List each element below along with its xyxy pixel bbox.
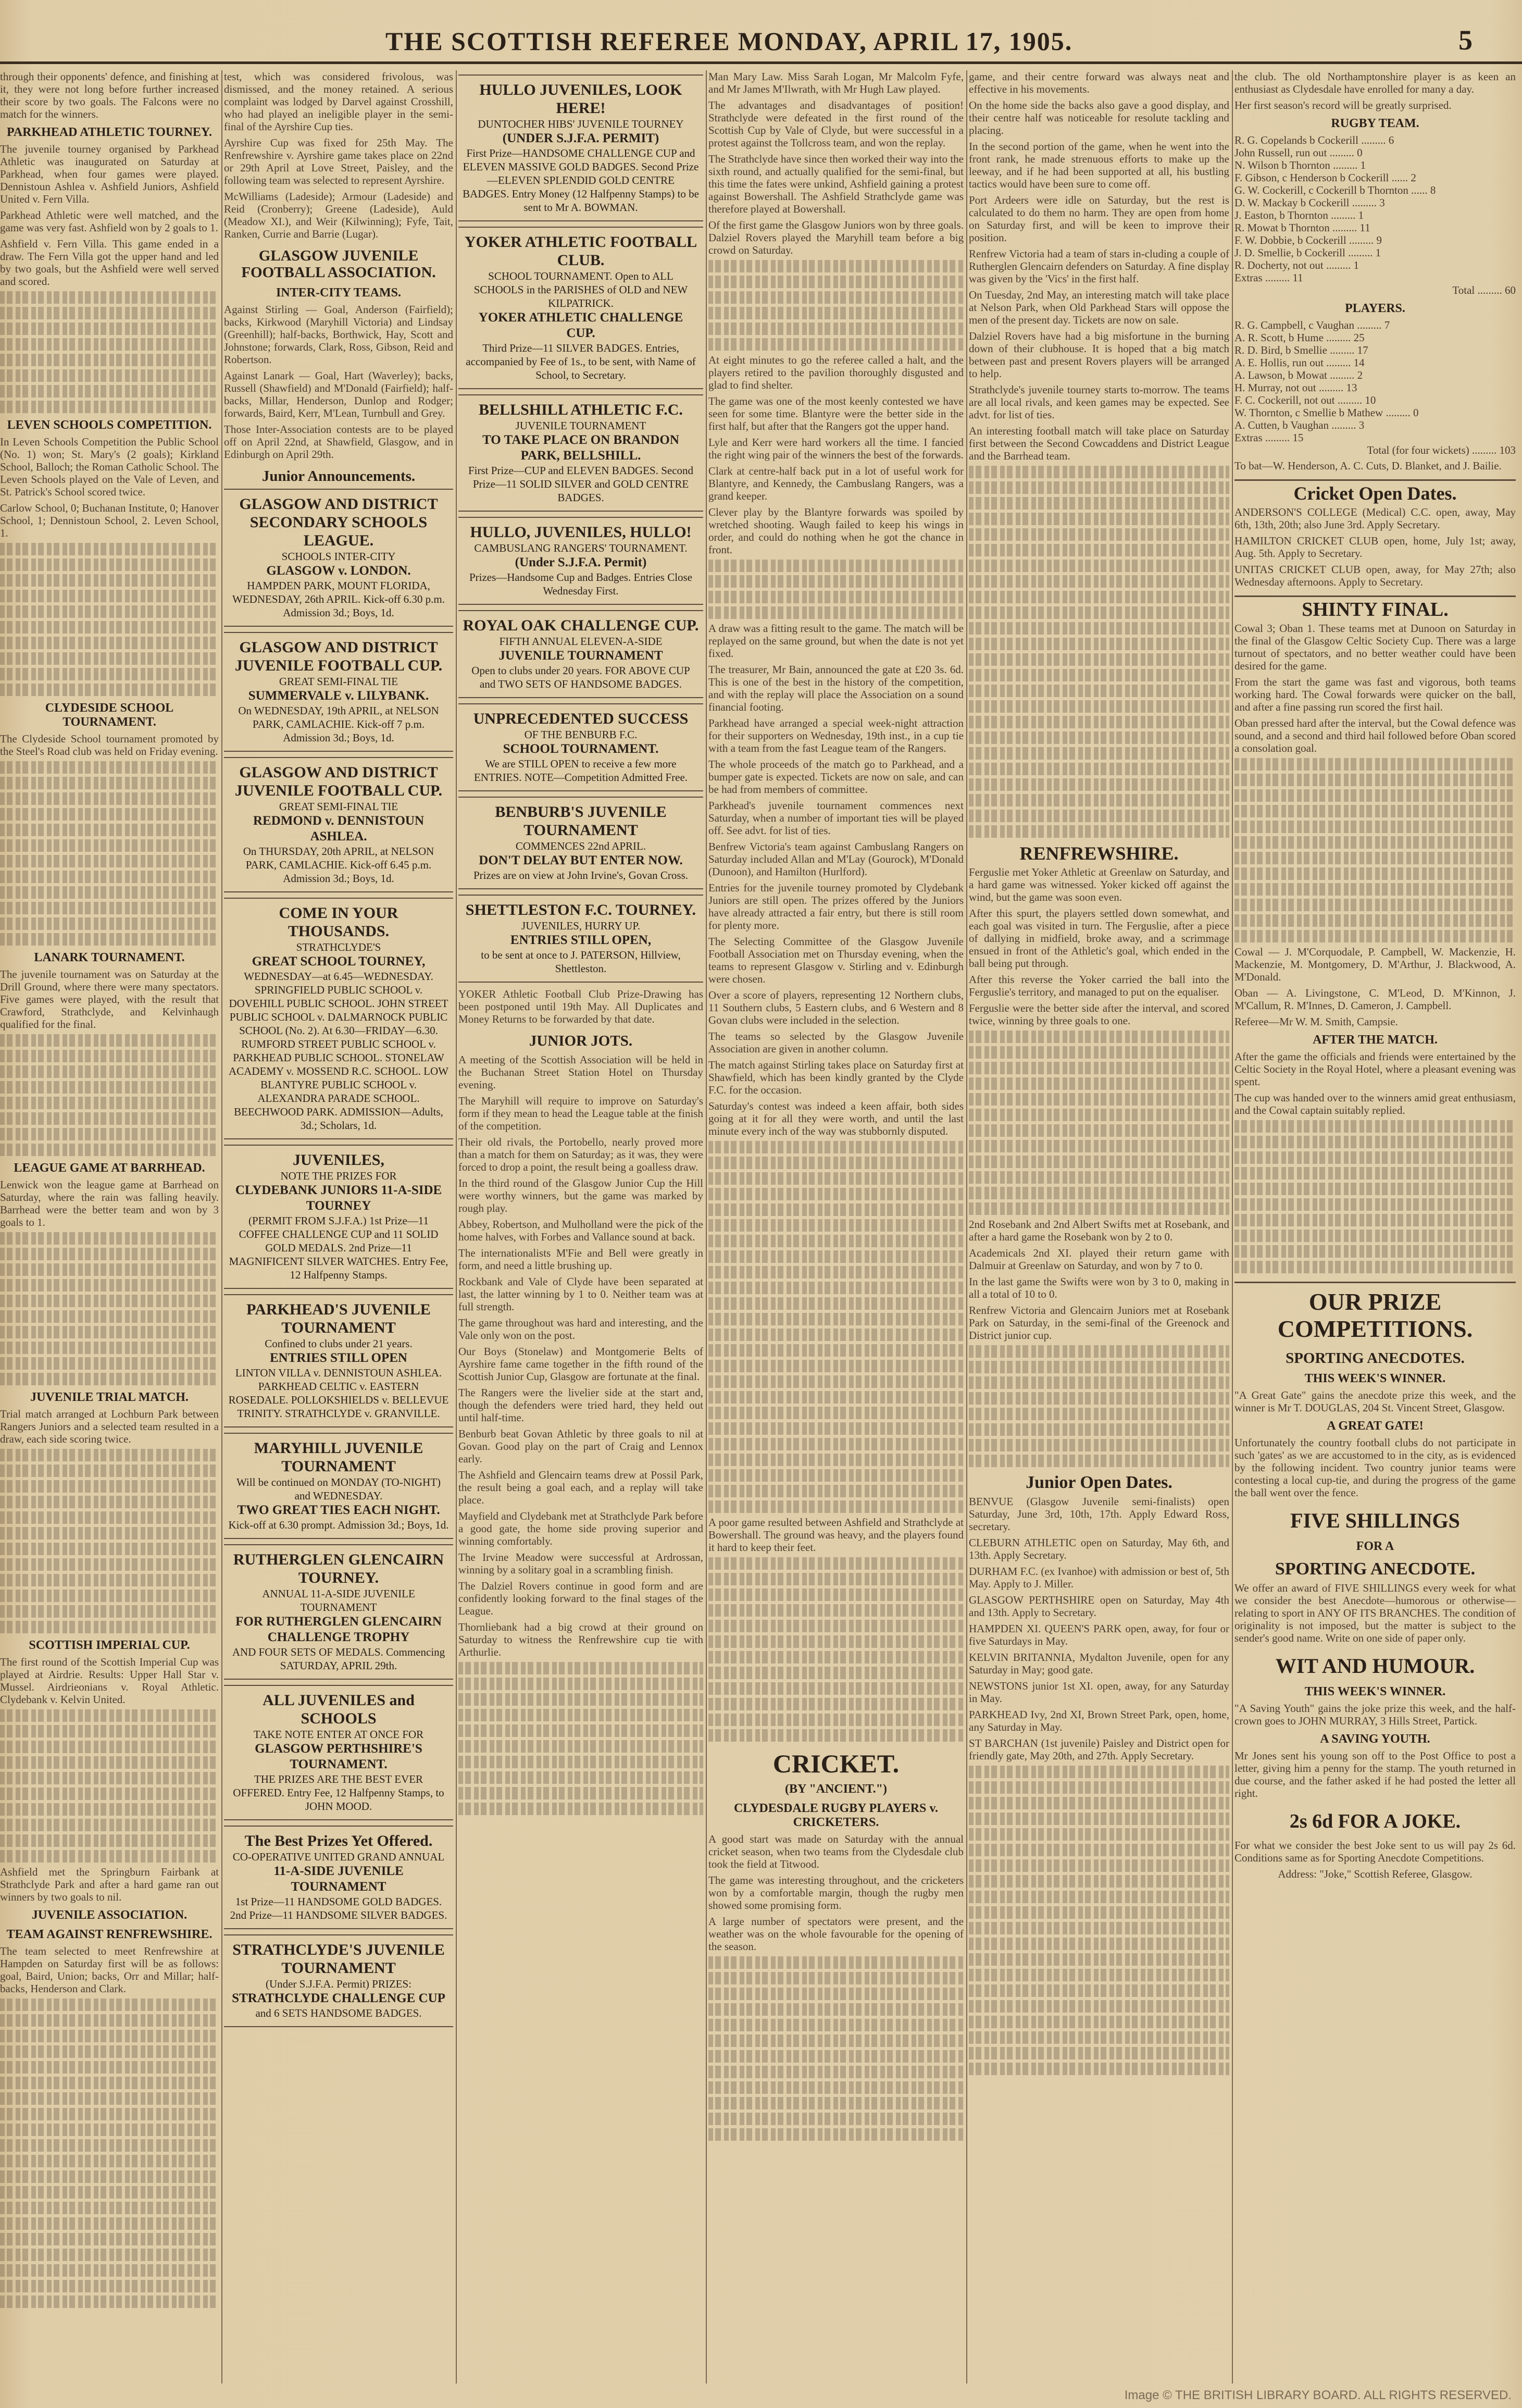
advertisement <box>224 898 453 1139</box>
advertisement <box>224 1433 453 1539</box>
section-subheading: INTER-CITY TEAMS. <box>276 286 402 300</box>
junior-announcements-heading: Junior Announcements. <box>261 468 416 485</box>
article-text: After this reverse the Yoker carried the ball into the Ferguslie's territory, and managed to put on the equaliser. <box>969 973 1229 998</box>
ad-main: ENTRIES STILL OPEN <box>270 1351 407 1365</box>
article-text: Thornliebank had a big crowd at their ground on Saturday to witness the Renfrewshire cup tie with Arthurlie. <box>458 1621 703 1658</box>
advertisement <box>458 394 703 512</box>
advertisement <box>224 1934 453 2027</box>
winner-announcement: "A Saving Youth" gains the joke prize this week, and the half-crown goes to JOHN MURRAY, 3 Hills Street, Partick. <box>1234 1702 1516 1727</box>
article-text: Of the first game the Glasgow Juniors won by three goals. Dalziel Rovers played the Maryhill team before a big crowd on Saturday. <box>708 219 964 256</box>
ad-main: REDMOND v. DENNISTOUN ASHLEA. <box>253 814 425 843</box>
article-text: The internationalists M'Fie and Bell were greatly in form, and need a little brushing up. <box>458 1247 703 1272</box>
open-date-entry: ST BARCHAN (1st juvenile) Paisley and District open for friendly gate, May 20th, and 27th. Apply Secretary. <box>969 1737 1229 1762</box>
article-heading: SCOTTISH IMPERIAL CUP. <box>29 1639 190 1652</box>
ad-main: GREAT SCHOOL TOURNEY, <box>252 954 426 969</box>
column-6 <box>1234 70 1516 2384</box>
article-heading: PARKHEAD ATHLETIC TOURNEY. <box>6 126 213 139</box>
ad-details: LINTON VILLA v. DENNISTOUN ASHLEA. PARKHEAD CELTIC v. EASTERN ROSEDALE. POLLOKSHIELDS v. BELLEVUE TRINITY. STRATHCLYDE v. GRANVILLE. <box>228 1367 449 1420</box>
article-text: Clark at centre-half back put in a lot of useful work for Blantyre, and Kennedy, the Cambuslang Rangers, was a grand keeper. <box>708 465 964 502</box>
after-match-heading: AFTER THE MATCH. <box>1313 1033 1438 1047</box>
page-number: 5 <box>1458 24 1473 56</box>
article-text: Lyle and Kerr were hard workers all the time. I fancied the right wing pair of the winners the best of the forwards. <box>708 436 964 461</box>
article-text: Ashfield v. Fern Villa. This game ended in a draw. The Fern Villa got the upper hand and led by two goals, but the Ashfield were well served and scored. <box>0 238 219 288</box>
article-text: The juvenile tournament was on Saturday at the Drill Ground, where there were many spectators. Five games were played, with the result that Crawford, Strathclyde, and Kelvinhaugh qualified for the final. <box>0 968 219 1031</box>
ad-main: SUMMERVALE v. LILYBANK. <box>248 689 429 703</box>
article-text: The advantages and disadvantages of position! Strathclyde were defeated in the first round of the Scottish Cup by Vale of Clyde, but were successful in a protest against the Tollcross team, and won the replay. <box>708 99 964 149</box>
ad-title: BELLSHILL ATHLETIC F.C. <box>479 401 683 418</box>
junior-jots-heading: JUNIOR JOTS. <box>529 1033 633 1049</box>
advertisement <box>224 1145 453 1289</box>
ad-main: (UNDER S.J.F.A. PERMIT) <box>502 131 659 145</box>
masthead <box>0 0 1522 57</box>
article-text: Mr Jones sent his young son off to the Post Office to post a letter, giving him a penny for the stamp. The youth returned in due course, and the father asked if he had posted the letter all right. <box>1234 1749 1516 1799</box>
score-row: F. W. Dobbie, b Cockerill ......... 9 <box>1234 234 1382 246</box>
ad-details: (PERMIT FROM S.J.F.A.) 1st Prize—11 COFFEE CHALLENGE CUP and 11 SOLID GOLD MEDALS. 2nd Prize—11 MAGNIFICENT SILVER WATCHES. Entry Fee, 12 Halfpenny Stamps. <box>229 1214 448 1281</box>
article-text: The team selected to meet Renfrewshire at Hampden on Saturday first will be as follows: goal, Baird, Union; backs, Orr and Millar; half-backs, Henderson and Clark. <box>0 1945 219 1995</box>
ad-details: Open to clubs under 20 years. FOR ABOVE CUP and TWO SETS OF HANDSOME BADGES. <box>471 664 690 690</box>
advertisement <box>224 1685 453 1820</box>
article-text: Renfrew Victoria had a team of stars in-cluding a couple of Rutherglen Glencairn defenders on Saturday. A fine display was given by the 'Vics' in the first half. <box>969 247 1229 285</box>
article-text: Strathclyde's juvenile tourney starts to-morrow. The teams are all local rivals, and keen games may be expected. See advt. for list of ties. <box>969 383 1229 421</box>
score-row: A. R. Scott, b Hume ......... 25 <box>1234 331 1365 344</box>
score-table-heading: RUGBY TEAM. <box>1331 117 1419 130</box>
ad-title: HULLO JUVENILES, LOOK HERE! <box>479 81 682 117</box>
article-text: After the game the officials and friends were entertained by the Celtic Society in the Royal Hotel, where a pleasant evening was spent. <box>1234 1050 1516 1088</box>
notice-text: YOKER Athletic Football Club Prize-Drawing has been postponed until 19th May. All Duplicates and Money Returns to be forwarded by that date. <box>458 988 703 1025</box>
ad-title: YOKER ATHLETIC FOOTBALL CLUB. <box>464 233 697 269</box>
article-text: Cowal — J. M'Corquodale, P. Campbell, W. Mackenzie, H. Mackenzie, M. Montgomery, D. M'Arthur, J. Blackwood, A. M'Donald. <box>1234 946 1516 983</box>
score-row: Extras ......... 15 <box>1234 431 1304 444</box>
article-text: McWilliams (Ladeside); Armour (Ladeside) and Reid (Cronberry); Greene (Ladeside), Auld (Meadow XI.), and Weir (Kilwinning); Fyfe, Tait, Ranken, Currie and Barrie (Lugar). <box>224 190 453 240</box>
ad-subtitle: GREAT SEMI-FINAL TIE <box>279 800 398 813</box>
ad-main: DON'T DELAY BUT ENTER NOW. <box>479 853 683 867</box>
ad-details: HAMPDEN PARK, MOUNT FLORIDA, WEDNESDAY, 26th APRIL. Kick-off 6.30 p.m. Admission 3d.; Boys, 1d. <box>232 579 445 619</box>
section-banner: GLASGOW JUVENILE FOOTBALL ASSOCIATION. <box>241 247 436 281</box>
ad-details: WEDNESDAY—at 6.45—WEDNESDAY. SPRINGFIELD PUBLIC SCHOOL v. DOVEHILL PUBLIC SCHOOL. JOHN STREET PUBLIC SCHOOL v. DALMARNOCK PUBLIC SCHOOL (No. 2). At 6.30—FRIDAY—6.30. RUMFORD STREET PUBLIC SCHOOL v. PARKHEAD PUBLIC SCHOOL. STONELAW ACADEMY v. MOSSEND R.C. SCHOOL. LOW BLANTYRE PUBLIC SCHOOL v. ALEXANDRA PARADE SCHOOL. BEECHWOOD PARK. ADMISSION—Adults, 3d.; Scholars, 1d. <box>229 970 448 1132</box>
open-date-entry: HAMILTON CRICKET CLUB open, home, July 1st; away, Aug. 5th. Apply to Secretary. <box>1234 535 1516 560</box>
article-text: Unfortunately the country football clubs do not participate in such 'gates' as we are accustomed to in the city, as is evidenced by the following incident. Two country junior teams were contesting a local cup-tie, and during the progress of the game the ball went over the fence. <box>1234 1436 1516 1499</box>
article-text: Ayrshire Cup was fixed for 25th May. The Renfrewshire v. Ayrshire game takes place on 22nd or 29th April at Love Street, Paisley, and the following team was selected to represent Ayrshire. <box>224 136 453 187</box>
score-row: H. Murray, not out ......... 13 <box>1234 381 1357 394</box>
column-divider <box>456 70 457 2384</box>
advertisement <box>224 489 453 627</box>
article-text: The teams so selected by the Glasgow Juvenile Association are given in another column. <box>708 1030 964 1055</box>
ad-details: We are STILL OPEN to receive a few more ENTRIES. NOTE—Competition Admitted Free. <box>473 758 688 784</box>
ad-subtitle: Will be continued on MONDAY (TO-NIGHT) and WEDNESDAY. <box>236 1476 441 1502</box>
article-text: The Clydeside School tournament promoted by the Steel's Road club was held on Friday evening. <box>0 733 219 758</box>
ad-details: Prizes—Handsome Cup and Badges. Entries Close Wednesday First. <box>469 571 693 597</box>
advertisement <box>458 75 703 221</box>
ad-title: GLASGOW AND DISTRICT JUVENILE FOOTBALL CUP. <box>234 639 443 674</box>
open-date-entry: DURHAM F.C. (ex Ivanhoe) with admission or best of, 5th May. Apply to J. Miller. <box>969 1565 1229 1590</box>
score-row: R. D. Bird, b Smellie ......... 17 <box>1234 344 1368 356</box>
article-text: The Strathclyde have since then worked their way into the sixth round, and actually qualified for the semi-final, but this time the fates were unkind, Ashfield gaining a protest against Bowershall. The Ashfield Strathclyde game was therefore played at Bowershall. <box>708 153 964 215</box>
ad-main: GLASGOW PERTHSHIRE'S TOURNAMENT. <box>255 1742 422 1771</box>
article-text: through their opponents' defence, and finishing at it, they were not long before further increased their score by two goals. The Falcons were no match for the winners. <box>0 70 219 120</box>
column-divider <box>706 70 707 2384</box>
article-text: In the last game the Swifts were won by 3 to 0, making in all a total of 10 to 0. <box>969 1275 1229 1300</box>
cricket-open-dates-heading: Cricket Open Dates. <box>1234 479 1516 502</box>
article-text: On Tuesday, 2nd May, an interesting match will take place at Nelson Park, when Old Parkhead Stars will oppose the men of the present day. Tickets are now on sale. <box>969 289 1229 326</box>
article-text: Their old rivals, the Portobello, nearly proved more than a match for them on Saturday; as it was, they were forced to drop a point, the result being a goalless draw. <box>458 1136 703 1173</box>
competition-rules: For what we consider the best Joke sent to us will pay 2s 6d. Conditions same as for Sporting Anecdote Competitions. <box>1234 1839 1516 1864</box>
ad-details: THE PRIZES ARE THE BEST EVER OFFERED. Entry Fee, 12 Halfpenny Stamps, to JOHN MOOD. <box>233 1773 444 1813</box>
score-row: Total ......... 60 <box>1452 284 1516 296</box>
ad-main: JUVENILE TOURNAMENT <box>498 649 663 663</box>
score-row: Total (for four wickets) ......... 103 <box>1367 444 1516 456</box>
article-text: Our Boys (Stonelaw) and Montgomerie Belts of Ayrshire fame came together in the fifth round of the Scottish Junior Cup, Glasgow are fortunate at the final. <box>458 1345 703 1383</box>
article-heading: CLYDESIDE SCHOOL TOURNAMENT. <box>45 701 174 729</box>
article-heading: TEAM AGAINST RENFREWSHIRE. <box>6 1928 213 1941</box>
score-row: A. E. Hollis, run out ......... 14 <box>1234 356 1365 369</box>
column-divider <box>1232 70 1233 2384</box>
column-2 <box>224 70 453 2384</box>
ad-main: 11-A-SIDE JUVENILE TOURNAMENT <box>273 1864 404 1894</box>
ad-title: MARYHILL JUVENILE TOURNAMENT <box>254 1439 423 1475</box>
article-text: The game was one of the most keenly contested we have seen for some time. Blantyre were the better side in the first half, but after that the Rangers got the upper hand. <box>708 395 964 432</box>
score-row: F. Gibson, c Henderson b Cockerill ...... 2 <box>1234 171 1416 184</box>
ad-subtitle: TAKE NOTE ENTER AT ONCE FOR <box>253 1728 424 1741</box>
ad-subtitle: OF THE BENBURB F.C. <box>524 728 638 741</box>
article-text: Those Inter-Association contests are to be played off on April 22nd, at Shawfield, Glasgow, and in Edinburgh on April 29th. <box>224 423 453 461</box>
article-text: Abbey, Robertson, and Mulholland were the pick of the home halves, with Forbes and Vallance sound at back. <box>458 1218 703 1243</box>
article-text: A meeting of the Scottish Association will be held in the Buchanan Street Station Hotel on Thursday evening. <box>458 1053 703 1091</box>
this-weeks-winner-heading: THIS WEEK'S WINNER. <box>1304 1372 1446 1385</box>
competition-rules: We offer an award of FIVE SHILLINGS every week for what we consider the best Anecdote—humorous or otherwise—relating to sport in ANY OF ITS BRANCHES. The condition of originality is not imposed, but the matter is subject to the sender's good name. Write on one side of paper only. <box>1234 1582 1516 1644</box>
advertisement <box>458 610 703 698</box>
advertisement <box>224 632 453 752</box>
score-row: A. Lawson, b Mowat ......... 2 <box>1234 369 1363 381</box>
article-text: Rockbank and Vale of Clyde have been separated at last, the latter winning by 1 to 0. Neither team was at full strength. <box>458 1275 703 1313</box>
open-date-entry: UNITAS CRICKET CLUB open, away, for May 27th; also Wednesday afternoons. Apply to Secretary. <box>1234 563 1516 588</box>
article-text: Ashfield met the Springburn Fairbank at Strathclyde Park and after a hard game ran out winners by two goals to nil. <box>0 1866 219 1903</box>
open-date-entry: CLEBURN ATHLETIC open on Saturday, May 6th, and 13th. Apply Secretary. <box>969 1536 1229 1561</box>
open-date-entry: KELVIN BRITANNIA, Mydalton Juvenile, open for any Saturday in May; good gate. <box>969 1651 1229 1676</box>
article-text: A poor game resulted between Ashfield and Strathclyde at Bowershall. The ground was heavy, and the players found it hard to keep their feet. <box>708 1516 964 1554</box>
article-text: At eight minutes to go the referee called a halt, and the players retired to the pavilion thoroughly disgusted and glad to find shelter. <box>708 354 964 391</box>
ad-title: The Best Prizes Yet Offered. <box>244 1832 433 1850</box>
ad-details: On WEDNESDAY, 19th APRIL, at NELSON PARK, CAMLACHIE. Kick-off 7 p.m. Admission 3d.; Boys, 1d. <box>238 704 439 744</box>
top-rule <box>0 61 1522 64</box>
open-date-entry: ANDERSON'S COLLEGE (Medical) C.C. open, away, May 6th, 13th, 20th; also June 3rd. Apply Secretary. <box>1234 506 1516 531</box>
ad-details: and 6 SETS HANDSOME BADGES. <box>255 2007 422 2019</box>
anecdote-title: A GREAT GATE! <box>1327 1419 1424 1433</box>
ad-details: First Prize—HANDSOME CHALLENGE CUP and ELEVEN MASSIVE GOLD BADGES. Second Prize—ELEVEN SPLENDID GOLD CENTRE BADGES. Entry Money (12 Halfpenny Stamps) to be sent to Mr A. BOWMAN. <box>463 147 699 214</box>
score-row: John Russell, run out ......... 0 <box>1234 146 1363 159</box>
ad-main: YOKER ATHLETIC CHALLENGE CUP. <box>478 311 683 340</box>
ad-subtitle: (Under S.J.F.A. Permit) PRIZES: <box>265 1978 412 1990</box>
open-date-entry: HAMPDEN XI. QUEEN'S PARK open, away, for four or five Saturdays in May. <box>969 1622 1229 1647</box>
article-text: In Leven Schools Competition the Public School (No. 1) won; St. Mary's (2 goals); Kirkland School, Balloch; the Roman Catholic School. The Leven Schools played on the Vale of Leven, and St. Patrick's School scored twice. <box>0 436 219 498</box>
article-text: In the second portion of the game, when he went into the front rank, he made strenuous efforts to make up the leeway, and if he had been supported at all, his bustling tactics would have been sure to come off. <box>969 140 1229 190</box>
five-shillings-for-a: FOR A <box>1356 1540 1394 1553</box>
advertisement <box>458 703 703 791</box>
score-table-heading: PLAYERS. <box>1345 302 1405 315</box>
score-row: R. G. Campbell, c Vaughan ......... 7 <box>1234 319 1390 331</box>
this-weeks-winner-heading: THIS WEEK'S WINNER. <box>1304 1685 1446 1698</box>
article-text: The Maryhill will require to improve on Saturday's form if they mean to head the League table at the finish of the competition. <box>458 1095 703 1132</box>
ad-subtitle: STRATHCLYDE'S <box>296 941 381 953</box>
prize-competitions-heading: OUR PRIZE COMPETITIONS. <box>1234 1282 1516 1343</box>
winner-announcement: "A Great Gate" gains the anecdote prize this week, and the winner is Mr T. DOUGLAS, 204 St. Vincent Street, Glasgow. <box>1234 1389 1516 1414</box>
article-text: The first round of the Scottish Imperial Cup was played at Airdrie. Results: Upper Hall Star v. Mussel. Airdrieonians v. Royal Athletic. Clydebank v. Kelvin United. <box>0 1656 219 1706</box>
article-text: Clever play by the Blantyre forwards was spoiled by wretched shooting. Waugh failed to keep his wings in order, and could do nothing when he got the chance in front. <box>708 506 964 556</box>
ad-details: Prizes are on view at John Irvine's, Govan Cross. <box>473 869 689 882</box>
sporting-anecdotes-heading: SPORTING ANECDOTES. <box>1286 1350 1465 1367</box>
score-row: R. Docherty, not out ......... 1 <box>1234 259 1359 271</box>
article-text: Parkhead Athletic were well matched, and the game was very fast. Ashfield won by 2 goals to 1. <box>0 209 219 234</box>
advertisement <box>458 227 703 389</box>
ad-main: CLYDEBANK JUNIORS 11-A-SIDE TOURNEY <box>235 1183 442 1213</box>
cricket-heading: CRICKET. <box>772 1749 900 1778</box>
score-row: N. Wilson b Thornton ......... 1 <box>1234 159 1366 171</box>
article-text: After this spurt, the players settled down somewhat, and each goal was visited in turn. The Ferguslie, after a piece of dallying in midfield, broke away, and a scrimmage ensued in front of the Athletic's goal, which ended in the ball being put through. <box>969 907 1229 970</box>
article-text: The Irvine Meadow were successful at Ardrossan, winning by a solitary goal in a scrambling finish. <box>458 1551 703 1576</box>
ad-details: to be sent at once to J. PATERSON, Hillview, Shettleston. <box>481 949 681 975</box>
ad-main: SCHOOL TOURNAMENT. <box>503 742 659 756</box>
sporting-anecdote-heading: SPORTING ANECDOTE. <box>1275 1559 1476 1579</box>
article-text: The game throughout was hard and interesting, and the Vale only won on the post. <box>458 1317 703 1342</box>
article-text: Benfrew Victoria's team against Cambuslang Rangers on Saturday included Allan and M'Lay (Gourock), M'Donald (Dunoon), and Hamilton (Hurlford). <box>708 840 964 878</box>
article-heading: JUVENILE ASSOCIATION. <box>31 1908 188 1922</box>
score-row: G. W. Cockerill, c Cockerill b Thornton ...... 8 <box>1234 184 1436 196</box>
column-1 <box>0 70 219 2384</box>
ad-details: 1st Prize—11 HANDSOME GOLD BADGES. 2nd Prize—11 HANDSOME SILVER BADGES. <box>230 1895 447 1921</box>
ad-main: ENTRIES STILL OPEN, <box>510 933 652 947</box>
article-text: Against Stirling — Goal, Anderson (Fairfield); backs, Kirkwood (Maryhill Victoria) and Lindsay (Greenhill); half-backs, Borthwick, Hay, Scott and Johnstone; forwards, Clark, Ross, Gibson, Reid and Robertson. <box>224 303 453 366</box>
score-row: F. C. Cockerill, not out ......... 10 <box>1234 394 1376 406</box>
ad-subtitle: CO-OPERATIVE UNITED GRAND ANNUAL <box>232 1851 445 1863</box>
ad-subtitle: SCHOOL TOURNAMENT. Open to ALL SCHOOLS in the PARISHES of OLD and NEW KILPATRICK. <box>473 270 688 309</box>
score-row: Extras ......... 11 <box>1234 271 1303 284</box>
article-text: Benburb beat Govan Athletic by three goals to nil at Govan. Good play on the part of Craig and Lennox early. <box>458 1428 703 1465</box>
wit-humour-heading: WIT AND HUMOUR. <box>1275 1654 1475 1678</box>
article-text: Against Lanark — Goal, Hart (Waverley); backs, Russell (Shawfield) and M'Donald (Fairfield); half-backs, Millar, Henderson, Dunlop and Rodger; forwards, Baird, Kerr, M'Lean, Turnbull and Grey. <box>224 369 453 419</box>
article-text: Over a score of players, representing 12 Northern clubs, 11 Southern clubs, 5 Eastern clubs, and 6 Western and 8 Govan clubs were included in the selection. <box>708 989 964 1026</box>
renfrewshire-heading: RENFREWSHIRE. <box>1019 843 1179 864</box>
open-date-entry: NEWSTONS junior 1st XI. open, away, for any Saturday in May. <box>969 1680 1229 1705</box>
article-text: Cowal 3; Oban 1. These teams met at Dunoon on Saturday in the final of the Glasgow Celtic Society Cup. There was a large turnout of spectators, and no better weather could have been desired for the game. <box>1234 622 1516 672</box>
advertisement <box>224 1544 453 1680</box>
ad-main: GLASGOW v. LONDON. <box>266 564 411 578</box>
article-text: An interesting football match will take place on Saturday first between the Second Cowcaddens and District League and the Barrhead team. <box>969 425 1229 462</box>
article-text: A draw was a fitting result to the game. The match will be replayed on the same ground, but when the date is not yet fixed. <box>708 622 964 660</box>
ad-title: GLASGOW AND DISTRICT JUVENILE FOOTBALL CUP. <box>234 764 443 799</box>
ad-main: TWO GREAT TIES EACH NIGHT. <box>237 1503 440 1517</box>
article-text: test, which was considered frivolous, was dismissed, and the money retained. A serious complaint was lodged by Darvel against Crosshill, who had played an ineligible player in the semi-final of the Ayrshire Cup ties. <box>224 70 453 133</box>
ad-subtitle: Confined to clubs under 21 years. <box>265 1337 413 1350</box>
joke-title: A SAVING YOUTH. <box>1320 1732 1430 1746</box>
ad-details: Third Prize—11 SILVER BADGES. Entries, accompanied by Fee of 1s., to be sent, with Name of School, to Secretary. <box>466 342 696 381</box>
open-date-entry: PARKHEAD Ivy, 2nd XI, Brown Street Park, open, home, any Saturday in May. <box>969 1708 1229 1733</box>
article-text: On the home side the backs also gave a good display, and their centre half was noticeable for resolute tackling and placing. <box>969 99 1229 136</box>
article-text: The game was interesting throughout, and the cricketers won by a comfortable margin, though the rugby men showed some promising form. <box>708 1874 964 1911</box>
article-text: The cup was handed over to the winners amid great enthusiasm, and the Cowal captain suitably replied. <box>1234 1091 1516 1116</box>
article-text: Ferguslie met Yoker Athletic at Greenlaw on Saturday, and a hard game was witnessed. Yoker kicked off against the wind, but the game was soon even. <box>969 866 1229 903</box>
ad-title: STRATHCLYDE'S JUVENILE TOURNAMENT <box>232 1941 445 1977</box>
article-text: Mayfield and Clydebank met at Strathclyde Park before a good gate, the home side proving superior and winning comfortably. <box>458 1510 703 1547</box>
score-row: R. Mowat b Thornton ......... 11 <box>1234 221 1370 234</box>
column-divider <box>221 70 222 2384</box>
article-text: Trial match arranged at Lochburn Park between Rangers Juniors and a selected team resulted in a draw, each side scoring twice. <box>0 1408 219 1445</box>
article-text: Dalziel Rovers have had a big misfortune in the burning down of their clubhouse. It is hoped that a big match between past and present Rovers players will be arranged to help. <box>969 330 1229 380</box>
masthead-title: THE SCOTTISH REFEREE MONDAY, APRIL 17, 1905. <box>385 27 1073 56</box>
article-text: Saturday's contest was indeed a keen affair, both sides going at it for all they were worth, and until the last minute every inch of the way was stubbornly disputed. <box>708 1100 964 1137</box>
advertisement <box>458 797 703 889</box>
article-text: Parkhead have arranged a special week-night attraction for their supporters on Wednesday, 19th inst., in a cup tie with a team from the fast League team of the Rangers. <box>708 717 964 754</box>
advertisement <box>458 517 703 605</box>
article-text: A large number of spectators were present, and the weather was on the whole favourable for the opening of the season. <box>708 1915 964 1953</box>
ad-details: On THURSDAY, 20th APRIL, at NELSON PARK, CAMLACHIE. Kick-off 6.45 p.m. Admission 3d.; Boys, 1d. <box>243 845 434 885</box>
score-row: J. D. Smellie, b Cockerill ......... 1 <box>1234 246 1381 259</box>
column-4 <box>708 70 964 2384</box>
score-row: A. Cutten, b Vaughan ......... 3 <box>1234 419 1365 431</box>
ad-subtitle: DUNTOCHER HIBS' JUVENILE TOURNEY <box>478 118 684 130</box>
ad-subtitle: GREAT SEMI-FINAL TIE <box>279 675 398 688</box>
shinty-final-heading: SHINTY FINAL. <box>1234 595 1516 618</box>
article-text: The treasurer, Mr Bain, announced the gate at £20 3s. 6d. This is one of the best in the history of the competition, and with the replay will place the Association on a sound financial footing. <box>708 663 964 713</box>
article-text: game, and their centre forward was always neat and effective in his movements. <box>969 70 1229 95</box>
article-heading: JUVENILE TRIAL MATCH. <box>30 1391 189 1404</box>
half-crown-heading: 2s 6d FOR A JOKE. <box>1289 1810 1461 1832</box>
ad-subtitle: ANNUAL 11-A-SIDE JUVENILE TOURNAMENT <box>262 1587 415 1613</box>
article-text: From the start the game was fast and vigorous, both teams working hard. The Cowal forwards were quicker on the ball, and after a fine passing run scored the first hail. <box>1234 676 1516 713</box>
score-row: W. Thornton, c Smellie b Mathew ......... 0 <box>1234 406 1419 419</box>
ad-title: ALL JUVENILES and SCHOOLS <box>263 1692 415 1727</box>
article-text: 2nd Rosebank and 2nd Albert Swifts met at Rosebank, and after a hard game the Rosebank won by 2 to 0. <box>969 1218 1229 1243</box>
article-text: The Selecting Committee of the Glasgow Juvenile Football Association met on Thursday evening, when the teams to represent Glasgow v. Stirling and v. Edinburgh were chosen. <box>708 935 964 985</box>
ad-main: FOR RUTHERGLEN GLENCAIRN CHALLENGE TROPHY <box>235 1615 442 1644</box>
article-text: Renfrew Victoria and Glencairn Juniors met at Rosebank Park on Saturday, in the semi-final of the Greenock and District junior cup. <box>969 1304 1229 1342</box>
article-text: the club. The old Northamptonshire player is as keen an enthusiast as Clydesdale have enrolled for many a day. <box>1234 70 1516 95</box>
article-text: The juvenile tourney organised by Parkhead Athletic was inaugurated on Saturday at Parkhead, when four games were played. Dennistoun Ashlea v. Ashfield Juniors, Ashfield United v. Fern Villa. <box>0 143 219 205</box>
article-text: Academicals 2nd XI. played their return game with Dalmuir at Greenlaw on Saturday, and won by 7 to 0. <box>969 1247 1229 1272</box>
article-text: Entries for the juvenile tourney promoted by Clydebank Juniors are still open. The prizes offered by the Juniors have already attracted a fair entry, but there is still room for plenty more. <box>708 882 964 932</box>
ad-title: JUVENILES, <box>293 1151 384 1169</box>
ad-subtitle: NOTE THE PRIZES FOR <box>280 1170 397 1182</box>
ad-title: HULLO, JUVENILES, HULLO! <box>470 524 692 541</box>
open-date-entry: GLASGOW PERTHSHIRE open on Saturday, May 4th and 13th. Apply to Secretary. <box>969 1594 1229 1619</box>
ad-details: First Prize—CUP and ELEVEN BADGES. Second Prize—11 SOLID SILVER and GOLD CENTRE BADGES. <box>468 464 694 504</box>
ad-subtitle: JUVENILE TOURNAMENT <box>515 419 646 432</box>
ad-title: ROYAL OAK CHALLENGE CUP. <box>463 617 699 634</box>
article-text: Referee—Mr W. M. Smith, Campsie. <box>1234 1015 1398 1028</box>
article-text: Oban — A. Livingstone, C. M'Leod, D. M'Kinnon, J. M'Callum, R. M'Innes, D. Cameron, J. Campbell. <box>1234 987 1516 1012</box>
advertisement <box>224 1294 453 1428</box>
ad-subtitle: JUVENILES, HURRY UP. <box>521 920 640 932</box>
ad-title: UNPRECEDENTED SUCCESS <box>473 710 689 727</box>
article-text: To bat—W. Henderson, A. C. Cuts, D. Blanket, and J. Bailie. <box>1234 460 1502 472</box>
article-text: In the third round of the Glasgow Junior Cup the Hill were worthy winners, but the game was marked by rough play. <box>458 1177 703 1214</box>
cricket-byline: (BY "ANCIENT.") <box>785 1782 887 1796</box>
article-text: Man Mary Law. Miss Sarah Logan, Mr Malcolm Fyfe, and Mr James M'Ilwrath, with Mr Hugh Law played. <box>708 70 964 95</box>
ad-details: Kick-off at 6.30 prompt. Admission 3d.; Boys, 1d. <box>228 1519 449 1531</box>
ad-subtitle: COMMENCES 22nd APRIL. <box>515 840 646 852</box>
article-text: Her first season's record will be greatly surprised. <box>1234 99 1452 111</box>
article-text: Parkhead's juvenile tournament commences next Saturday, when a number of important ties will be played off. See advt. for list of ties. <box>708 799 964 837</box>
ad-title: PARKHEAD'S JUVENILE TOURNAMENT <box>246 1301 431 1336</box>
competition-address: Address: "Joke," Scottish Referee, Glasgow. <box>1278 1868 1473 1880</box>
article-text: Carlow School, 0; Buchanan Institute, 0; Hanover School, 1; Dennistoun School, 2. Leven School, 1. <box>0 502 219 539</box>
advertisement <box>224 1826 453 1929</box>
open-date-entry: BENVUE (Glasgow Juvenile semi-finalists) open Saturday, June 3rd, 10th, 17th. Apply Edward Ross, secretary. <box>969 1495 1229 1533</box>
ad-main: TO TAKE PLACE ON BRANDON PARK, BELLSHILL. <box>482 433 679 463</box>
article-text: Oban pressed hard after the interval, but the Cowal defence was sound, and a second and third hail followed before Oban scored a consolation goal. <box>1234 717 1516 754</box>
ad-subtitle: FIFTH ANNUAL ELEVEN-A-SIDE <box>499 635 663 648</box>
article-text: A good start was made on Saturday with the annual cricket season, when two teams from the Clydesdale club took the field at Titwood. <box>708 1833 964 1870</box>
article-heading: LEAGUE GAME AT BARRHEAD. <box>14 1161 205 1175</box>
ad-title: BENBURB'S JUVENILE TOURNAMENT <box>495 803 667 839</box>
advertisement <box>458 895 703 983</box>
ad-details: AND FOUR SETS OF MEDALS. Commencing SATURDAY, APRIL 29th. <box>232 1646 445 1672</box>
article-text: The Rangers were the livelier side at the start and, though the defenders were tried hard, they held out until half-time. <box>458 1386 703 1424</box>
column-5 <box>969 70 1229 2384</box>
article-text: Ferguslie were the better side after the interval, and scored twice, winning by three goals to one. <box>969 1002 1229 1027</box>
column-divider <box>966 70 967 2384</box>
ad-subtitle: CAMBUSLANG RANGERS' TOURNAMENT. <box>474 542 688 554</box>
ad-title: SHETTLESTON F.C. TOURNEY. <box>465 901 696 918</box>
ad-title: GLASGOW AND DISTRICT SECONDARY SCHOOLS LEAGUE. <box>239 495 438 549</box>
ad-title: RUTHERGLEN GLENCAIRN TOURNEY. <box>233 1551 444 1586</box>
article-text: The whole proceeds of the match go to Parkhead, and a bumper gate is expected. Tickets are now on sale, and can be had from members of committee. <box>708 758 964 796</box>
image-credit: Image © THE BRITISH LIBRARY BOARD. ALL RIGHTS RESERVED. <box>1124 2388 1512 2402</box>
article-heading: LANARK TOURNAMENT. <box>34 951 185 964</box>
article-text: Lenwick won the league game at Barrhead on Saturday, where the rain was falling heavily. Barrhead were the better team and won by 3 goals to 1. <box>0 1178 219 1228</box>
ad-title: COME IN YOUR THOUSANDS. <box>279 904 398 940</box>
article-text: The match against Stirling takes place on Saturday first at Shawfield, which has been kindly granted by the Clyde F.C. for the occasion. <box>708 1059 964 1096</box>
article-text: The Ashfield and Glencairn teams drew at Possil Park, the result being a goal each, and a replay will take place. <box>458 1469 703 1506</box>
score-row: D. W. Mackay b Cockerill ......... 3 <box>1234 196 1385 209</box>
cricket-subheading: CLYDESDALE RUGBY PLAYERS v. CRICKETERS. <box>733 1802 939 1829</box>
article-text: Port Ardeers were idle on Saturday, but the rest is calculated to do them no harm. They are open from home on Saturday first, and will be keen to improve their position. <box>969 194 1229 244</box>
column-3 <box>458 70 703 2384</box>
article-heading: LEVEN SCHOOLS COMPETITION. <box>7 418 212 432</box>
advertisement <box>224 757 453 892</box>
ad-main: STRATHCLYDE CHALLENGE CUP <box>232 1991 445 2005</box>
junior-open-dates-heading: Junior Open Dates. <box>1026 1473 1172 1492</box>
ad-main: (Under S.J.F.A. Permit) <box>515 555 647 569</box>
score-row: R. G. Copelands b Cockerill ......... 6 <box>1234 134 1394 146</box>
five-shillings-heading: FIVE SHILLINGS <box>1290 1509 1460 1532</box>
ad-subtitle: SCHOOLS INTER-CITY <box>281 550 396 563</box>
score-row: J. Easton, b Thornton ......... 1 <box>1234 209 1364 221</box>
article-text: The Dalziel Rovers continue in good form and are confidently looking forward to the final stages of the League. <box>458 1580 703 1617</box>
